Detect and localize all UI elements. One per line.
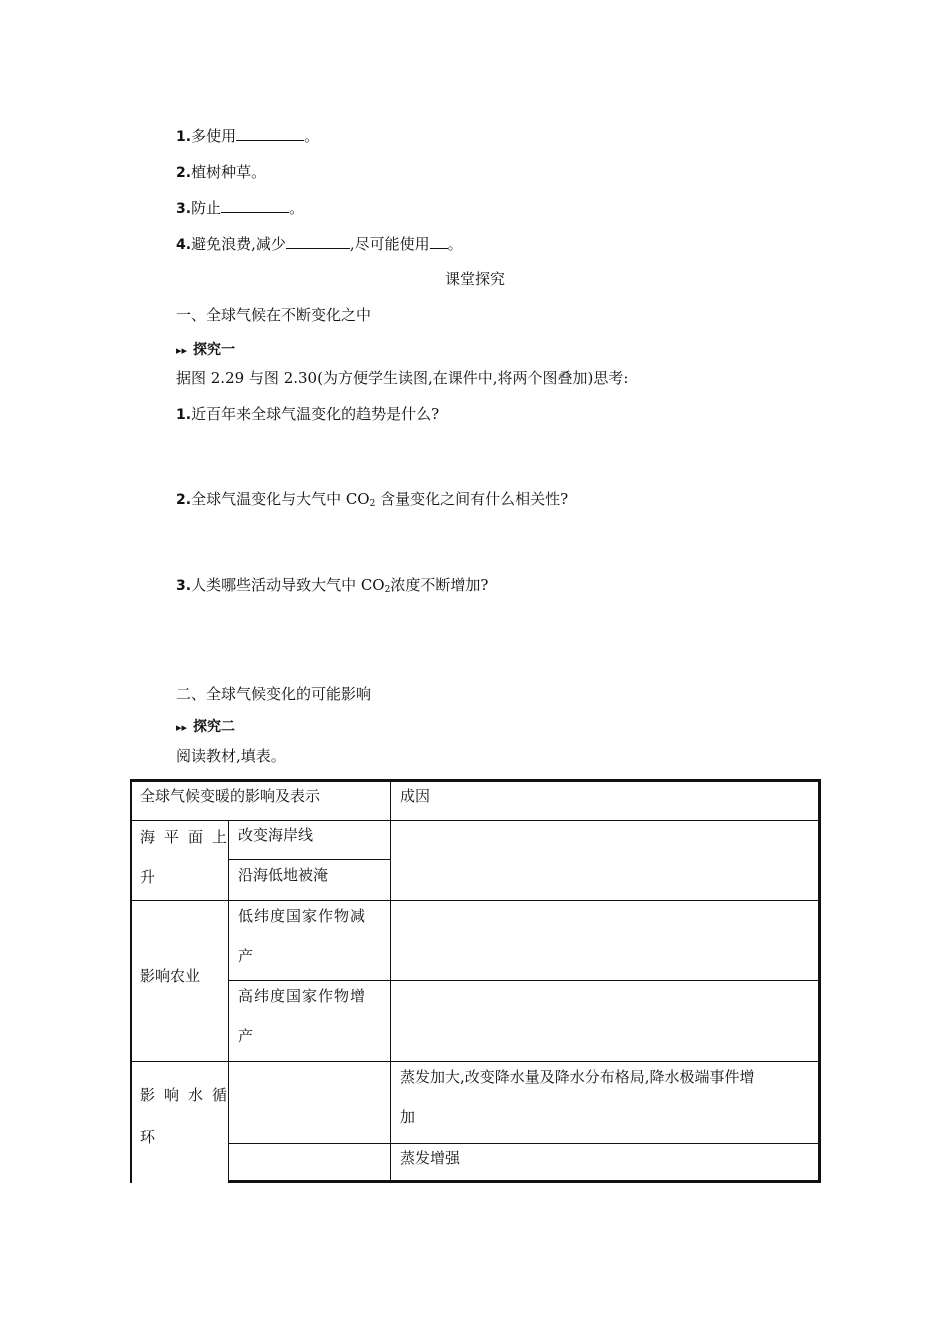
item-text: 避免浪费,减少: [191, 235, 286, 253]
cell-high-latitude-line1: 高纬度国家作物增: [238, 987, 367, 1005]
item-text-mid: ,尽可能使用: [349, 235, 430, 253]
cell-evaporation-increase-line2: 加: [400, 1108, 416, 1126]
answer-blank[interactable]: [221, 198, 289, 213]
header-impact: 全球气候变暖的影响及表示: [140, 787, 321, 805]
question-text: 全球气温变化与大气中 CO: [191, 490, 370, 508]
group-agriculture: 影响农业: [140, 967, 201, 985]
subscript: 2: [384, 585, 391, 595]
item-text-end: 。: [289, 199, 305, 217]
cell-evaporation-increase-line1: 蒸发加大,改变降水量及降水分布格局,降水极端事件增: [400, 1068, 755, 1086]
question-2: [176, 489, 568, 510]
table-border-bottom: [228, 1180, 821, 1183]
part2-intro: 阅读教材,填表。: [176, 747, 286, 765]
group-sea-level-line1: 海平面上: [140, 828, 237, 846]
explore-label-text: 探究二: [193, 719, 236, 735]
answer-blank[interactable]: [286, 234, 350, 249]
question-number: 1.: [176, 407, 192, 423]
table-border-top: [130, 779, 821, 782]
cell-coastline: 改变海岸线: [238, 826, 314, 844]
item-text: 多使用: [191, 127, 237, 145]
subscript: 2: [369, 499, 376, 509]
header-cause: 成因: [400, 787, 431, 805]
fill-item-2: [176, 162, 266, 183]
item-number: 3.: [176, 201, 192, 217]
question-3: [176, 575, 488, 596]
cell-low-latitude-line2: 产: [238, 947, 254, 965]
item-text-end: 。: [447, 235, 463, 253]
cause-input-low-latitude[interactable]: [392, 901, 818, 980]
item-text: 防止: [191, 199, 222, 217]
table-col-line: [228, 820, 229, 1183]
cause-input-sea-level[interactable]: [392, 821, 818, 900]
impact-input-1[interactable]: [230, 1062, 390, 1143]
cell-evaporation-stronger: 蒸发增强: [400, 1149, 461, 1167]
question-1: [176, 404, 439, 425]
part1-intro: 据图 2.29 与图 2.30(为方便学生读图,在课件中,将两个图叠加)思考:: [176, 369, 629, 387]
cell-low-latitude-line1: 低纬度国家作物减: [238, 907, 367, 925]
question-number: 2.: [176, 492, 192, 508]
cell-lowland-flooded: 沿海低地被淹: [238, 866, 329, 884]
double-arrow-icon: ▸▸: [176, 344, 188, 357]
question-text-end: 浓度不断增加?: [390, 576, 489, 594]
group-water-cycle-line1: 影响水循: [140, 1086, 237, 1104]
impact-table: [130, 779, 821, 1183]
fill-item-1: [176, 126, 319, 147]
fill-item-4: [176, 234, 463, 255]
table-col-line: [390, 779, 391, 1183]
impact-input-2[interactable]: [230, 1144, 390, 1180]
table-border-left: [130, 779, 132, 1183]
part2-heading: 二、全球气候变化的可能影响: [176, 685, 372, 703]
item-text: 植树种草。: [191, 163, 267, 181]
question-number: 3.: [176, 578, 192, 594]
table-row-line: [228, 859, 391, 860]
answer-blank[interactable]: [430, 234, 448, 249]
question-text: 人类哪些活动导致大气中 CO: [191, 576, 385, 594]
explore-two-label: [176, 717, 235, 738]
part1-heading: 一、全球气候在不断变化之中: [176, 306, 372, 324]
item-number: 4.: [176, 237, 192, 253]
item-number: 2.: [176, 165, 192, 181]
explore-label-text: 探究一: [193, 342, 236, 358]
fill-item-3: [176, 198, 304, 219]
question-text-end: 含量变化之间有什么相关性?: [375, 490, 569, 508]
question-text: 近百年来全球气温变化的趋势是什么?: [191, 405, 440, 423]
item-number: 1.: [176, 129, 192, 145]
cell-high-latitude-line2: 产: [238, 1027, 254, 1045]
cause-input-high-latitude[interactable]: [392, 981, 818, 1061]
group-sea-level-line2: 升: [140, 868, 156, 886]
item-text-end: 。: [304, 127, 320, 145]
group-water-cycle-line2: 环: [140, 1128, 156, 1146]
double-arrow-icon: ▸▸: [176, 721, 188, 734]
section-title: 课堂探究: [444, 270, 505, 288]
table-border-right: [818, 779, 821, 1183]
answer-blank[interactable]: [236, 126, 304, 141]
explore-one-label: [176, 340, 235, 361]
